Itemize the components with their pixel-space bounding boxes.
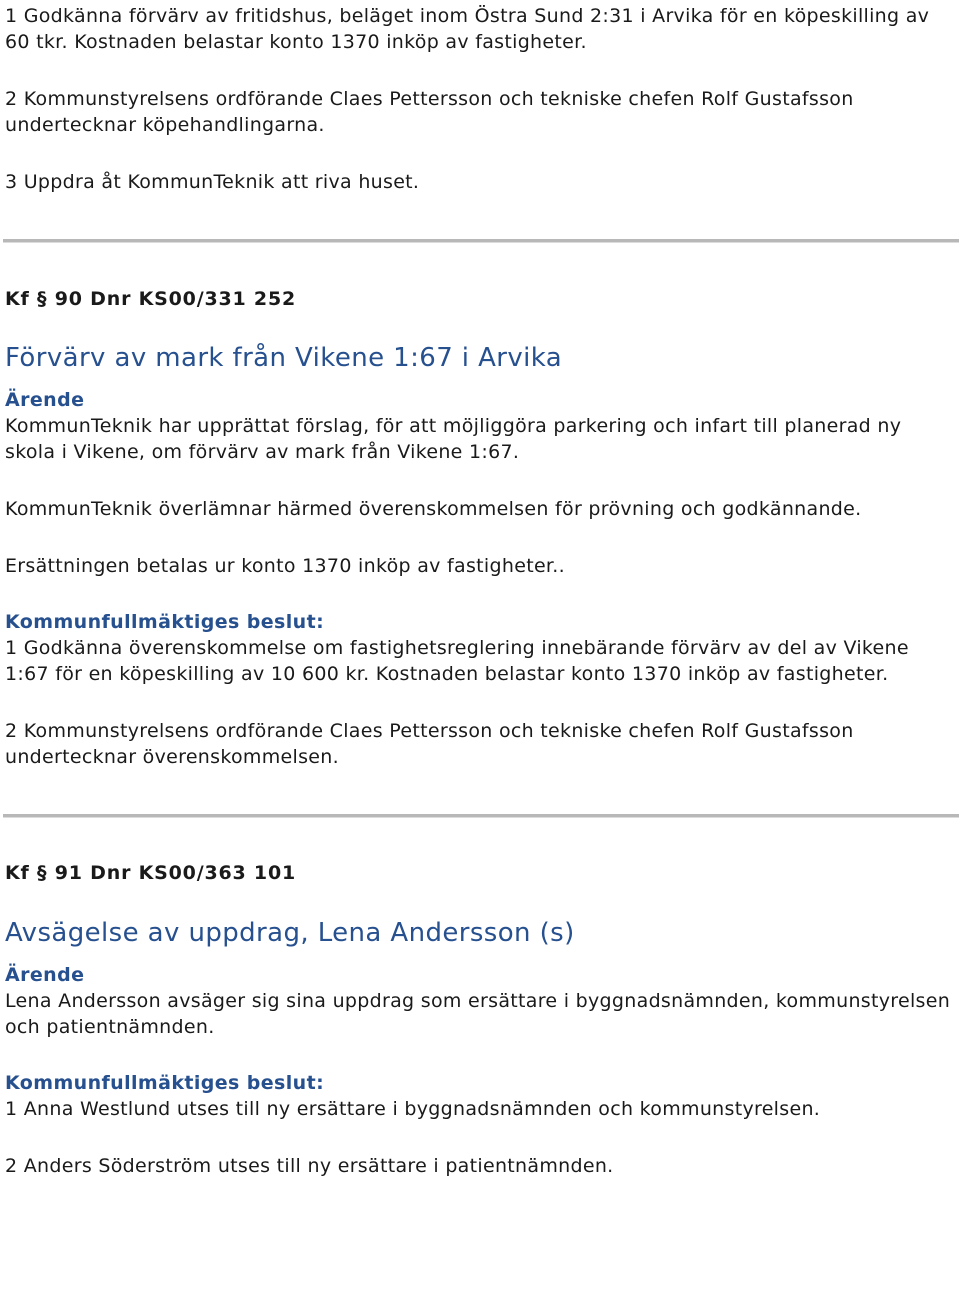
section1-title: Förvärv av mark från Vikene 1:67 i Arvika	[5, 343, 563, 373]
section2-title: Avsägelse av uppdrag, Lena Andersson (s)	[5, 918, 575, 948]
section1-matter-heading: Ärende	[5, 389, 85, 411]
document-page	[5, 3, 955, 1179]
section1-matter-paragraph-3: Ersättningen betalas ur konto 1370 inköp av fastigheter..	[5, 555, 565, 577]
section2-reference: Kf § 91 Dnr KS00/363 101	[5, 862, 296, 884]
section2-decision-2: 2 Anders Söderström utses till ny ersättare i patientnämnden.	[5, 1155, 614, 1177]
intro-decision-3: 3 Uppdra åt KommunTeknik att riva huset.	[5, 171, 420, 193]
section1-decision-1: 1 Godkänna överenskommelse om fastighetsreglering innebärande förvärv av del av Vikene 1:67 för en köpeskilling av 10 600 kr. Kostnaden belastar konto 1370 inköp av fastigheter.	[5, 637, 909, 685]
section2-matter-heading: Ärende	[5, 964, 85, 986]
section-divider	[3, 239, 959, 243]
section2-decision-1: 1 Anna Westlund utses till ny ersättare i byggnadsnämnden och kommunstyrelsen.	[5, 1098, 821, 1120]
intro-decision-2: 2 Kommunstyrelsens ordförande Claes Pettersson och tekniske chefen Rolf Gustafsson undertecknar köpehandlingarna.	[5, 88, 854, 136]
section1-matter-paragraph-2: KommunTeknik överlämnar härmed överenskommelsen för prövning och godkännande.	[5, 498, 862, 520]
section1-matter-paragraph-1: KommunTeknik har upprättat förslag, för att möjliggöra parkering och infart till planerad ny skola i Vikene, om förvärv av mark från Vikene 1:67.	[5, 415, 902, 463]
section2-decision-heading: Kommunfullmäktiges beslut:	[5, 1072, 325, 1094]
section2-matter-paragraph-1: Lena Andersson avsäger sig sina uppdrag som ersättare i byggnadsnämnden, kommunstyrelsen och patientnämnden.	[5, 990, 951, 1038]
section-divider	[3, 814, 959, 818]
section1-decision-2: 2 Kommunstyrelsens ordförande Claes Pettersson och tekniske chefen Rolf Gustafsson undertecknar överenskommelsen.	[5, 720, 854, 768]
section1-reference: Kf § 90 Dnr KS00/331 252	[5, 288, 296, 310]
section1-decision-heading: Kommunfullmäktiges beslut:	[5, 611, 325, 633]
intro-decision-1: 1 Godkänna förvärv av fritidshus, beläget inom Östra Sund 2:31 i Arvika för en köpeskilling av 60 tkr. Kostnaden belastar konto 1370 inköp av fastigheter.	[5, 5, 930, 53]
